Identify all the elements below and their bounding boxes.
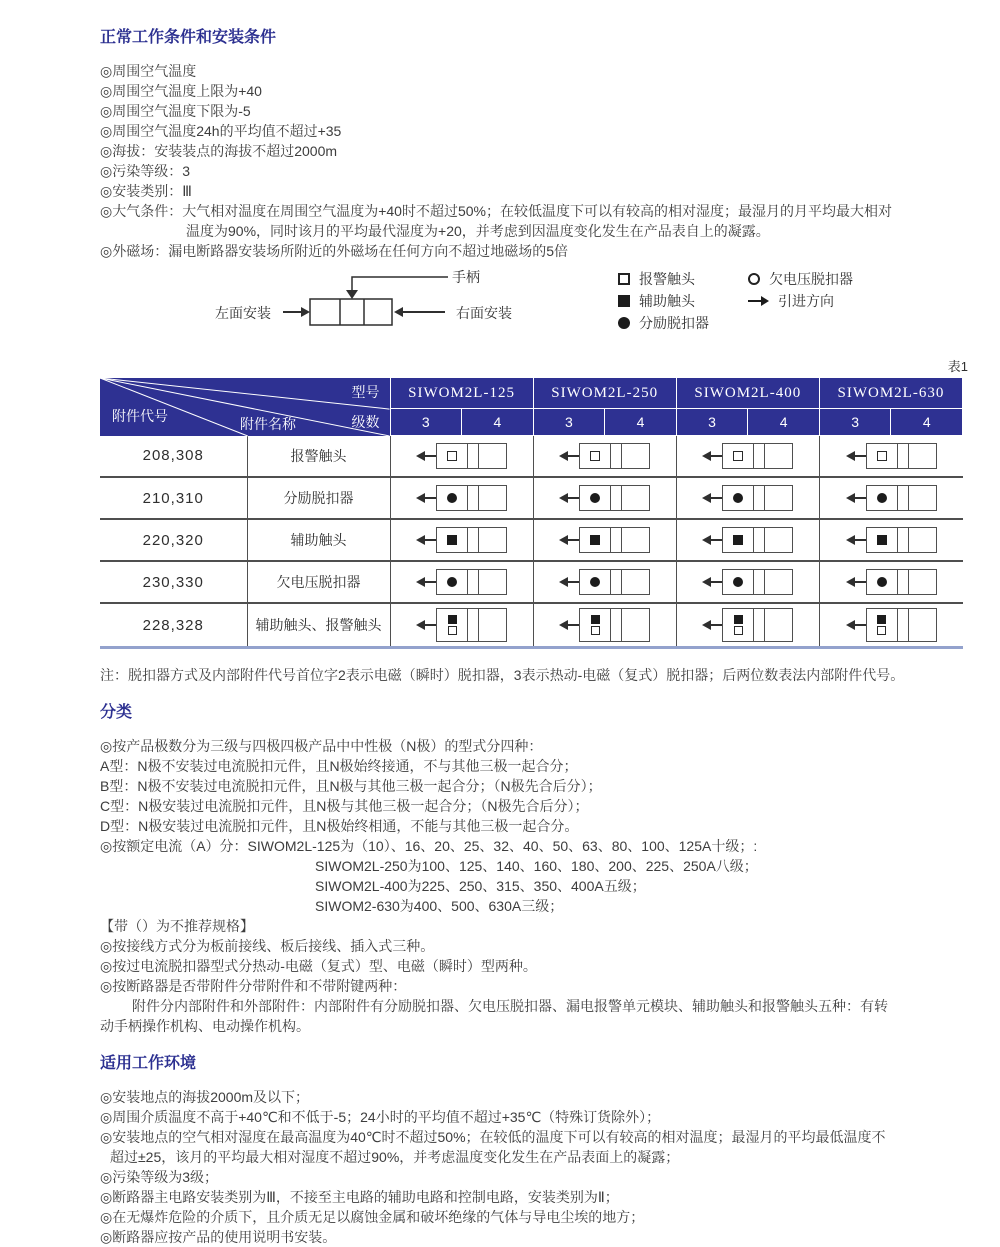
diagram-cell (676, 519, 819, 561)
square-filled-icon (877, 615, 886, 624)
mini-diagram (702, 608, 793, 642)
classification-line-continuation: 附件分内部附件和外部附件：内部附件有分励脱扣器、欠电压脱扣器、漏电报警单元模块、辅助触头和报警触头五种：有转 (132, 998, 888, 1014)
mini-diagram (846, 608, 937, 642)
circle-filled-icon (447, 577, 457, 587)
accessory-slot (723, 570, 754, 594)
diagram-cell (819, 477, 962, 519)
diagram-cell (390, 519, 533, 561)
lead-in-arrow-icon (559, 535, 568, 545)
classification-section (100, 703, 978, 1036)
breaker-box (579, 608, 650, 642)
diagram-cell (819, 603, 962, 648)
handle-slot (611, 486, 622, 510)
accessory-name-cell: 辅助触头 (247, 519, 390, 561)
installation-diagram (0, 263, 1000, 351)
diagram-cell (819, 519, 962, 561)
legend-item (748, 271, 853, 287)
circle-filled-icon (733, 493, 743, 503)
handle-label: 手柄 (452, 269, 480, 285)
circle-filled-icon (733, 577, 743, 587)
environment-line-continuation: 超过±25，该月的平均最大相对湿度不超过90%，并考虑温度变化发生在产品表面上的凝露； (110, 1149, 680, 1165)
empty-slot (765, 486, 792, 510)
mini-diagram (416, 443, 507, 469)
accessory-slot (437, 570, 468, 594)
handle-slot (468, 444, 479, 468)
corner-label-accessory-code: 附件代号 (112, 407, 168, 424)
condition-line: ◎大气条件：大气相对温度在周围空气温度为+40时不超过50%；在较低温度下可以有较高的相对湿度；最湿月的月平均最大相对 (100, 203, 892, 219)
accessory-slot (867, 570, 898, 594)
classification-line: ◎按产品极数分为三级与四极四极产品中中性极（N极）的型式分四种： (100, 738, 543, 754)
table-caption: 表1 (947, 359, 968, 374)
environment-line: ◎周围介质温度不高于+40℃和不低于-5；24小时的平均值不超过+35℃（特殊订货除外）； (100, 1109, 661, 1125)
condition-line: ◎海拔：安装装点的海拔不超过2000m (100, 143, 338, 159)
accessory-slot (867, 609, 898, 641)
column-header-model: SIWOM2L-400 (676, 378, 819, 409)
classification-line-continuation: SIWOM2L-400为225、250、315、350、400A五级； (315, 878, 646, 894)
column-header-poles: 4 (891, 409, 963, 436)
corner-label-poles: 级数 (351, 413, 380, 430)
accessory-slot (580, 486, 611, 510)
mini-diagram (846, 569, 937, 595)
handle-slot (898, 609, 909, 641)
lead-in-arrow-icon (702, 535, 711, 545)
lead-in-arrow-icon (702, 577, 711, 587)
handle-slot (611, 444, 622, 468)
legend-label: 报警触头 (639, 271, 695, 287)
handle-slot (754, 570, 765, 594)
square-filled-icon (877, 535, 887, 545)
diagram-cell (676, 436, 819, 478)
breaker-box (866, 527, 937, 553)
column-header-model: SIWOM2L-630 (819, 378, 962, 409)
column-header-model: SIWOM2L-250 (533, 378, 676, 409)
empty-slot (622, 486, 649, 510)
empty-slot (622, 528, 649, 552)
accessory-slot (723, 528, 754, 552)
diagram-cell (676, 603, 819, 648)
accessory-name-cell: 分励脱扣器 (247, 477, 390, 519)
handle-slot (754, 609, 765, 641)
condition-line: ◎周围空气温度 (100, 63, 197, 79)
classification-line: ◎按断路器是否带附件分带附件和不带附键两种： (100, 978, 407, 994)
environment-line: ◎安装地点的空气相对湿度在最高温度为40℃时不超过50%；在较低的温度下可以有较高的相对温度；最湿月的平均最低温度不 (100, 1129, 886, 1145)
environment-line: ◎安装地点的海拔2000m及以下； (100, 1089, 310, 1105)
open-square-icon (618, 273, 630, 285)
legend-label: 引进方向 (778, 293, 834, 309)
lead-in-arrow-icon (416, 451, 425, 461)
arrow-shaft (425, 539, 436, 541)
arrow-shaft (711, 624, 722, 626)
section-title-environment: 适用工作环境 (100, 1055, 197, 1072)
accessory-name-cell: 报警触头 (247, 436, 390, 478)
mini-diagram (559, 443, 650, 469)
table-note: 注：脱扣器方式及内部附件代号首位字2表示电磁（瞬时）脱扣器，3表示热动-电磁（复式）脱扣器；后两位数表法内部附件代号。 (100, 667, 905, 683)
empty-slot (622, 444, 649, 468)
arrow-shaft (711, 539, 722, 541)
filled-square-icon (618, 295, 630, 307)
breaker-box (436, 485, 507, 511)
square-filled-icon (733, 535, 743, 545)
arrow-shaft (568, 624, 579, 626)
column-header-poles: 4 (462, 409, 534, 436)
breaker-box (436, 527, 507, 553)
accessory-slot (437, 609, 468, 641)
table-corner-cell (100, 378, 390, 436)
accessory-slot (723, 444, 754, 468)
circle-filled-icon (590, 577, 600, 587)
square-open-icon (591, 626, 600, 635)
breaker-box (579, 443, 650, 469)
accessory-slot (867, 444, 898, 468)
condition-line: ◎周围空气温度下限为-5 (100, 103, 251, 119)
handle-slot (898, 444, 909, 468)
column-header-poles: 4 (605, 409, 677, 436)
mini-diagram (702, 569, 793, 595)
breaker-box (866, 569, 937, 595)
empty-slot (479, 570, 506, 594)
table-row (100, 436, 963, 478)
breaker-box (722, 443, 793, 469)
arrow-shaft (711, 497, 722, 499)
column-header-poles: 3 (390, 409, 462, 436)
condition-line-continuation: 温度为90%，同时该月的平均最代湿度为+20，并考虑到因温度变化发生在产品表自上的凝露。 (186, 223, 770, 239)
breaker-box (722, 527, 793, 553)
lead-in-arrow-icon (846, 577, 855, 587)
mini-diagram (559, 527, 650, 553)
accessory-name-cell: 欠电压脱扣器 (247, 561, 390, 603)
lead-in-arrow-icon (416, 535, 425, 545)
table-body (100, 436, 963, 648)
empty-slot (622, 570, 649, 594)
empty-slot (479, 609, 506, 641)
accessory-code-cell: 228,328 (100, 603, 247, 648)
classification-line: C型：N极安装过电流脱扣元件，且N极与其他三极一起合分；（N极先合后分）； (100, 798, 589, 814)
square-open-icon (877, 451, 887, 461)
left-mount-label: 左面安装 (215, 305, 271, 321)
arrow-shaft (855, 455, 866, 457)
empty-slot (622, 609, 649, 641)
empty-slot (909, 486, 936, 510)
classification-line-continuation: SIWOM2-630为400、500、630A三级； (315, 898, 564, 914)
square-open-icon (590, 451, 600, 461)
handle-slot (754, 444, 765, 468)
lead-in-arrow-icon (559, 493, 568, 503)
circle-filled-icon (447, 493, 457, 503)
environment-section (100, 1054, 978, 1247)
condition-line: ◎污染等级：3 (100, 163, 191, 179)
condition-line: ◎安装类别：Ⅲ (100, 183, 192, 199)
mini-diagram (559, 485, 650, 511)
environment-line: ◎污染等级为3级； (100, 1169, 219, 1185)
lead-in-arrow-icon (702, 620, 711, 630)
diagram-cell (390, 436, 533, 478)
circle-filled-icon (877, 577, 887, 587)
breaker-box (722, 569, 793, 595)
handle-slot (754, 486, 765, 510)
empty-slot (765, 609, 792, 641)
corner-label-accessory-name: 附件名称 (240, 415, 296, 432)
classification-line: A型：N极不安装过电流脱扣元件，且N极始终接通，不与其他三极一起合分； (100, 758, 578, 774)
legend-item (618, 271, 695, 287)
handle-slot (468, 528, 479, 552)
handle-slot (611, 528, 622, 552)
accessory-slot (867, 486, 898, 510)
condition-line: ◎外磁场：漏电断路器安装场所附近的外磁场在任何方向不超过地磁场的5倍 (100, 243, 568, 259)
arrow-shaft (711, 581, 722, 583)
accessory-slot (437, 486, 468, 510)
environment-line: ◎断路器应按产品的使用说明书安装。 (100, 1229, 337, 1245)
section-title-classification: 分类 (100, 704, 133, 721)
legend-label: 辅助触头 (639, 293, 695, 309)
breaker-box (436, 608, 507, 642)
classification-line: 动手柄操作机构、电动操作机构。 (100, 1018, 310, 1034)
right-mount-label: 右面安装 (456, 305, 512, 321)
arrow-shaft (855, 497, 866, 499)
lead-in-arrow-icon (559, 451, 568, 461)
diagram-cell (533, 477, 676, 519)
arrow-shaft (568, 455, 579, 457)
lead-in-arrow-icon (416, 493, 425, 503)
section-title-normal-conditions: 正常工作条件和安装条件 (100, 29, 277, 46)
mini-diagram (846, 443, 937, 469)
mini-diagram (846, 527, 937, 553)
arrow-shaft (711, 455, 722, 457)
classification-line: D型：N极安装过电流脱扣元件，且N极始终相通，不能与其他三极一起合分。 (100, 818, 579, 834)
diagram-cell (676, 561, 819, 603)
accessory-slot (723, 486, 754, 510)
table-header (100, 378, 963, 436)
conditions-list (100, 61, 978, 261)
diagram-cell (533, 603, 676, 648)
table-row (100, 477, 963, 519)
diagram-cell (676, 477, 819, 519)
classification-line: ◎按接线方式分为板前接线、板后接线、插入式三种。 (100, 938, 435, 954)
table-row (100, 519, 963, 561)
legend-label: 欠电压脱扣器 (769, 271, 853, 287)
lead-in-arrow-icon (846, 493, 855, 503)
mini-diagram (702, 527, 793, 553)
breaker-box (579, 569, 650, 595)
mini-diagram (416, 485, 507, 511)
accessory-code-cell: 208,308 (142, 447, 204, 465)
condition-line: ◎周围空气温度上限为+40 (100, 83, 262, 99)
handle-slot (611, 609, 622, 641)
square-open-icon (734, 626, 743, 635)
empty-slot (909, 570, 936, 594)
handle-slot (898, 570, 909, 594)
diagram-cell (390, 477, 533, 519)
breaker-box (436, 443, 507, 469)
accessory-slot (723, 609, 754, 641)
diagram-cell (533, 436, 676, 478)
arrow-shaft (855, 624, 866, 626)
legend-item (748, 293, 834, 309)
arrow-shaft (425, 497, 436, 499)
empty-slot (909, 528, 936, 552)
handle-slot (468, 486, 479, 510)
breaker-box (722, 485, 793, 511)
lead-in-arrow-icon (416, 620, 425, 630)
breaker-box (436, 569, 507, 595)
accessory-slot (437, 528, 468, 552)
lead-in-arrow-icon (846, 620, 855, 630)
handle-slot (468, 609, 479, 641)
arrow-shaft (855, 581, 866, 583)
accessory-name-cell: 辅助触头、报警触头 (247, 603, 390, 648)
arrow-shaft (855, 539, 866, 541)
empty-slot (909, 444, 936, 468)
arrow-shaft (568, 581, 579, 583)
accessory-code-cell: 210,310 (100, 477, 247, 519)
empty-slot (765, 444, 792, 468)
column-header-poles: 3 (819, 409, 891, 436)
handle-slot (898, 528, 909, 552)
square-filled-icon (591, 615, 600, 624)
handle-slot (754, 528, 765, 552)
mini-diagram (559, 608, 650, 642)
accessory-code-cell: 220,320 (100, 519, 247, 561)
open-circle-icon (748, 273, 760, 285)
diagram-cell (390, 561, 533, 603)
breaker-box (579, 485, 650, 511)
square-filled-icon (447, 535, 457, 545)
breaker-box (866, 485, 937, 511)
empty-slot (765, 528, 792, 552)
mini-diagram (846, 485, 937, 511)
classification-line: 【带（）为不推荐规格】 (100, 918, 254, 934)
arrow-shaft (425, 455, 436, 457)
mini-diagram (416, 527, 507, 553)
accessory-table (100, 377, 963, 649)
legend-item (618, 315, 709, 331)
square-filled-icon (590, 535, 600, 545)
accessory-slot (437, 444, 468, 468)
diagram-cell (819, 436, 962, 478)
classification-line: ◎按额定电流（A）分：SIWOM2L-125为（10）、16、20、25、32、40、50、63、80、100、125A十级；: (100, 838, 758, 854)
lead-in-arrow-icon (559, 620, 568, 630)
column-header-model: SIWOM2L-125 (390, 378, 533, 409)
filled-circle-icon (618, 317, 630, 329)
handle-slot (468, 570, 479, 594)
handle-slot (611, 570, 622, 594)
classification-line: ◎按过电流脱扣器型式分热动-电磁（复式）型、电磁（瞬时）型两种。 (100, 958, 537, 974)
accessory-code-cell: 230,330 (100, 561, 247, 603)
breaker-box (866, 443, 937, 469)
legend-item (618, 293, 695, 309)
arrow-right-icon (748, 296, 769, 306)
accessory-slot (580, 609, 611, 641)
arrow-shaft (568, 539, 579, 541)
empty-slot (765, 570, 792, 594)
square-filled-icon (734, 615, 743, 624)
classification-line: B型：N极不安装过电流脱扣元件，且N极与其他三极一起合分；（N极先合后分）； (100, 778, 602, 794)
diagram-cell (533, 561, 676, 603)
environment-line: ◎断路器主电路安装类别为Ⅲ，不接至主电路的辅助电路和控制电路，安装类别为Ⅱ； (100, 1189, 619, 1205)
empty-slot (479, 444, 506, 468)
square-open-icon (877, 626, 886, 635)
arrow-shaft (425, 581, 436, 583)
diagram-cell (819, 561, 962, 603)
corner-label-model: 型号 (351, 383, 380, 400)
column-header-poles: 3 (533, 409, 605, 436)
accessory-slot (580, 570, 611, 594)
diagram-cell (533, 519, 676, 561)
square-filled-icon (448, 615, 457, 624)
circle-filled-icon (590, 493, 600, 503)
accessory-slot (580, 528, 611, 552)
handle-slot (898, 486, 909, 510)
diagram-cell (390, 603, 533, 648)
lead-in-arrow-icon (846, 535, 855, 545)
mini-diagram (416, 569, 507, 595)
lead-in-arrow-icon (416, 577, 425, 587)
accessory-slot (867, 528, 898, 552)
empty-slot (909, 609, 936, 641)
lead-in-arrow-icon (702, 451, 711, 461)
square-open-icon (447, 451, 457, 461)
mini-diagram (559, 569, 650, 595)
circle-filled-icon (877, 493, 887, 503)
column-header-poles: 3 (676, 409, 748, 436)
lead-in-arrow-icon (559, 577, 568, 587)
mini-diagram (416, 608, 507, 642)
accessory-slot (580, 444, 611, 468)
arrow-shaft (568, 497, 579, 499)
breaker-box (579, 527, 650, 553)
empty-slot (479, 528, 506, 552)
condition-line: ◎周围空气温度24h的平均值不超过+35 (100, 123, 342, 139)
environment-line: ◎在无爆炸危险的介质下，且介质无足以腐蚀金属和破坏绝缘的气体与导电尘埃的地方； (100, 1209, 645, 1225)
table-row (100, 603, 963, 648)
table-row (100, 561, 963, 603)
lead-in-arrow-icon (846, 451, 855, 461)
breaker-box (866, 608, 937, 642)
empty-slot (479, 486, 506, 510)
classification-line-continuation: SIWOM2L-250为100、125、140、160、180、200、225、250A八级； (315, 858, 758, 874)
arrow-shaft (425, 624, 436, 626)
lead-in-arrow-icon (702, 493, 711, 503)
legend-label: 分励脱扣器 (639, 315, 709, 331)
breaker-box (722, 608, 793, 642)
mini-diagram (702, 443, 793, 469)
square-open-icon (733, 451, 743, 461)
column-header-poles: 4 (748, 409, 820, 436)
square-open-icon (448, 626, 457, 635)
mini-diagram (702, 485, 793, 511)
